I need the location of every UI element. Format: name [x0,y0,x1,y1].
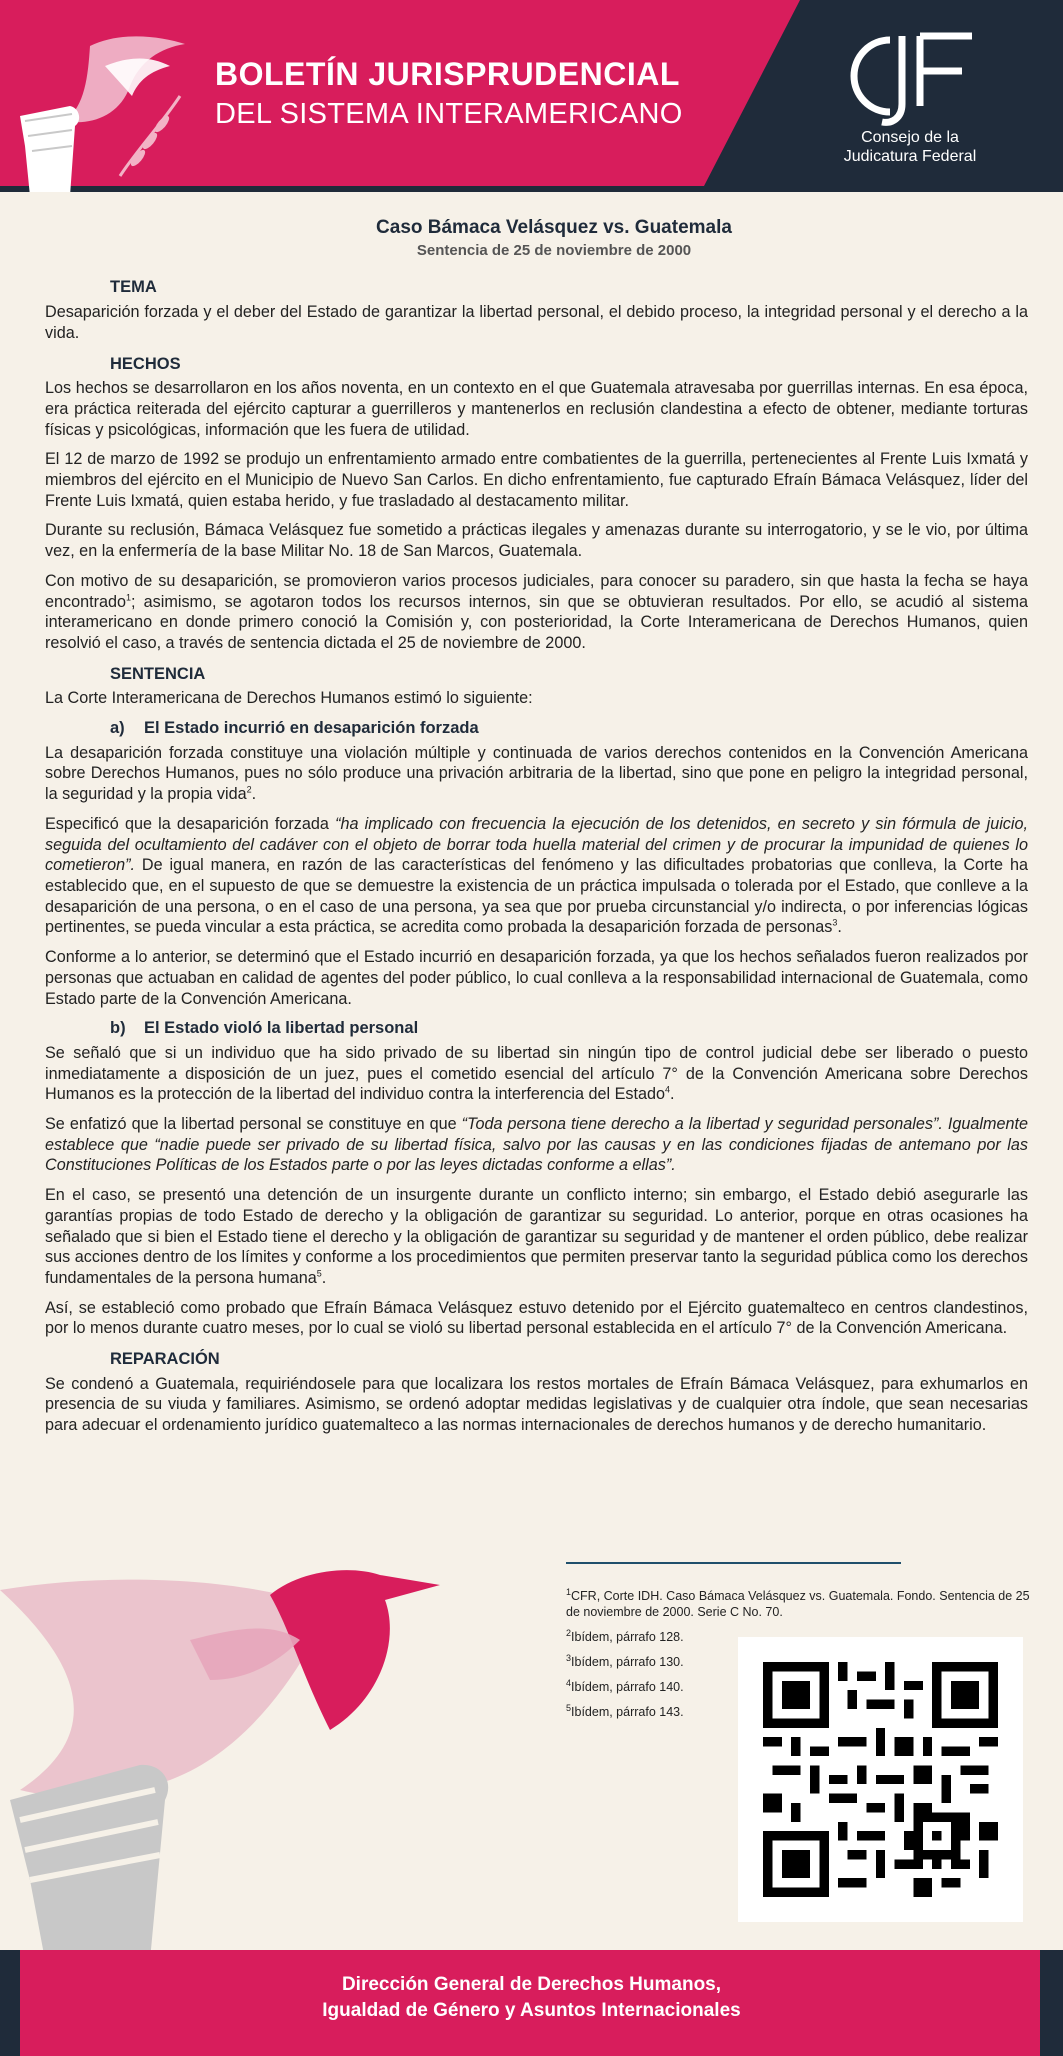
sentencia-paragraph [45,743,1028,805]
bulletin-title: BOLETÍN JURISPRUDENCIAL [215,56,680,92]
footnote-text: Ibídem, párrafo 140. [571,1680,684,1694]
footnote-num: 4 [566,1677,572,1688]
sentencia-paragraph [45,1114,1028,1176]
tema-text: Desaparición forzada y el deber del Estado de garantizar la libertad personal, el debido proceso, la integridad personal y el derecho a la vida. [45,303,1028,342]
fist-dove-illustration-icon [0,1550,520,1960]
footnote-num: 5 [566,1702,572,1713]
hechos-paragraph: El 12 de marzo de 1992 se produjo un enfrentamiento armado entre combatientes de la guerrilla, pertenecientes al Frente Luis Ixmatá y miembros del ejército en el Municipio de Nuevo San Carlos. En dicho enfrentamiento, fue capturado Efraín Bámaca Velásquez, líder del Frente Luis Ixmatá, quien estaba herido, y fue trasladado al destacamento militar. [45,450,1028,510]
subsection-letter: a) [110,719,125,738]
section-heading-reparacion: REPARACIÓN [110,1350,220,1369]
text-run: Especificó que la desaparición forzada [45,814,336,833]
header-banner [0,0,1063,192]
subsection-heading-a [110,718,1028,739]
text-run: Se señaló que si un individuo que ha sido privado de su libertad sin ningún tipo de control judicial debe ser liberado o puesto inmediatamente a disposición de un juez, pues el cometido esencial del artículo 7° de la Convención Americana sobre Derechos Humanos es la protección de la libertad del individuo contra la interferencia del Estado [45,1043,1028,1104]
footnote-text: CFR, Corte IDH. Caso Bámaca Velásquez vs. Guatemala. Fondo. Sentencia de 25 de noviembre de 2000. Serie C No. 70. [566,1589,1030,1619]
footnote-num: 2 [566,1627,572,1638]
hechos-paragraph [45,571,1028,654]
text-run: ; asimismo, se agotaron todos los recursos internos, sin que se obtuvieran resultados. Por ello, se acudió al sistema interamericano en donde primero conoció la Comisión y, con posterioridad, la Corte Interamericana de Derechos Humanos, quien resolvió el caso, a través de sentencia dictada el 25 de noviembre de 2000. [45,592,1028,652]
text-run: En el caso, se presentó una detención de un insurgente durante un conflicto interno; sin embargo, el Estado debió asegurarle las garantías propias de todo Estado de derecho y la obligación de garantizar su seguridad. Lo anterior, porque en otras ocasiones ha señalado que si bien el Estado tiene el derecho y la obligación de garantizar su seguridad y de mantener el orden público, debe realizar sus acciones dentro de los límites y conforme a los procedimientos que permiten preservar tanto la seguridad pública como los derechos fundamentales de la persona humana [45,1186,1028,1287]
footer-banner [0,1950,1063,2056]
footnote-ref: 4 [665,1084,671,1095]
logo-text-line1: Consejo de la [861,129,959,146]
sentencia-paragraph [45,1185,1028,1289]
section-heading-hechos: HECHOS [110,354,181,373]
sentencia-paragraph: Conforme a lo anterior, se determinó que el Estado incurrió en desaparición forzada, ya que los hechos señalados fueron realizados por personas que actuaban en calidad de agentes del poder público, lo cual conlleva a la responsabilidad internacional de Guatemala, como Estado parte de la Convención Americana. [45,948,1028,1008]
text-run: . [321,1268,327,1287]
qr-code[interactable] [738,1637,1023,1922]
footnote-text: Ibídem, párrafo 143. [571,1705,684,1719]
hechos-paragraph: Durante su reclusión, Bámaca Velásquez fue sometido a prácticas ilegales y amenazas durante su interrogatorio, y se le vio, por última vez, en la enfermería de la base Militar No. 18 de San Marcos, Guatemala. [45,521,1028,561]
quote-run: “Toda persona tiene derecho a la libertad y seguridad personales”. Igualmente establece que “nadie puede ser privado de su libertad física, salvo por las causas y en las condiciones fijadas de antemano por las Constituciones Políticas de los Estados parte o por las leyes dictadas conforme a ellas”. [45,1115,1028,1175]
text-run: Se enfatizó que la libertad personal se constituye en que [45,1115,462,1134]
footnote-item [566,1588,1031,1620]
footnote-num: 3 [566,1652,572,1663]
footnote-rule [566,1562,901,1564]
text-run: . [837,918,842,937]
cjf-logo-icon [842,26,982,126]
quote-run: “ha implicado con frecuencia la ejecución de los detenidos, en secreto y sin fórmula de juicio, seguida del ocultamiento del cadáver con el objeto de borrar toda huella material del crimen y de procurar la impunidad de quienes lo cometieron”. [45,814,1028,875]
hechos-paragraph: Los hechos se desarrollaron en los años noventa, en un contexto en el que Guatemala atravesaba por guerrillas internas. En esa época, era práctica reiterada del ejército capturar a guerrilleros y mantenerlos en reclusión clandestina a efecto de obtener, mediante torturas físicas y psicológicas, información que les fuera de utilidad. [45,379,1028,439]
sentencia-paragraph: Así, se estableció como probado que Efraín Bámaca Velásquez estuvo detenido por el Ejército guatemalteco en centros clandestinos, por lo menos durante cuatro meses, por lo cual se violó su libertad personal establecida en el artículo 7° de la Convención Americana. [45,1298,1028,1338]
sentencia-paragraph [45,814,1028,938]
sentencia-intro: La Corte Interamericana de Derechos Humanos estimó lo siguiente: [45,689,533,708]
bulletin-subtitle: DEL SISTEMA INTERAMERICANO [215,98,683,130]
text-run: Con motivo de su desaparición, se promovieron varios procesos judiciales, para conocer su paradero, sin que hasta la fecha se haya encontrado [45,571,1028,611]
footnote-num: 1 [566,1586,572,1597]
footnote-text: Ibídem, párrafo 128. [571,1630,684,1644]
bulletin-body [45,218,1028,1445]
footnote-ref: 5 [316,1268,322,1279]
case-subtitle: Sentencia de 25 de noviembre de 2000 [416,241,692,259]
sentencia-paragraph [45,1043,1028,1105]
logo-text-line2: Judicatura Federal [843,148,977,165]
text-run: De igual manera, en razón de las características del fenómeno y las dificultades probatorias que conlleva, la Corte ha establecido que, en el supuesto de que se demuestre la existencia de un práctica impulsada o tolerada por el Estado, que conlleve a la desaparición de una persona, o en el caso de una persona, ya sea que por prueba circunstancial y/o indirecta, o por inferencias lógicas pertinentes, se pueda vincular a esta práctica, se acredita como probada la desaparición forzada de personas [45,856,1028,937]
subsection-title: El Estado violó la libertad personal [144,1019,419,1038]
footer-text [0,1972,1063,2024]
subsection-title: El Estado incurrió en desaparición forzada [144,719,479,738]
footnote-ref: 1 [126,592,132,603]
text-run: . [251,785,257,804]
footnote-ref: 2 [246,784,252,795]
fist-dove-icon [10,26,210,192]
footnote-text: Ibídem, párrafo 130. [571,1655,684,1669]
subsection-heading-b [110,1018,1028,1039]
footnote-ref: 3 [832,918,838,928]
cjf-logo-text [820,128,1000,166]
subsection-letter: b) [110,1019,126,1038]
section-heading-tema: TEMA [110,278,157,297]
qr-code-icon [763,1662,998,1897]
reparacion-text: Se condenó a Guatemala, requiriéndosele para que localizara los restos mortales de Efraín Bámaca Velásquez, para exhumarlos en presencia de su viuda y familiares. Asimismo, se ordenó adoptar medidas legislativas y de cualquier otra índole, que sean necesarias para adecuar el ordenamiento jurídico guatemalteco a las normas internacionales de derechos humanos y de derecho humanitario. [45,1374,1028,1435]
case-title: Caso Bámaca Velásquez vs. Guatemala [376,217,732,238]
footer-line2: Igualdad de Género y Asuntos Internacionales [322,2000,741,2021]
text-run: . [670,1085,675,1104]
footer-line1: Dirección General de Derechos Humanos, [341,1974,722,1995]
section-heading-sentencia: SENTENCIA [110,664,206,683]
text-run: La desaparición forzada constituye una violación múltiple y continuada de varios derechos contenidos en la Convención Americana sobre Derechos Humanos, pues no sólo produce una privación arbitraria de la libertad, sino que pone en peligro la integridad personal, la seguridad y la propia vida [45,743,1028,804]
